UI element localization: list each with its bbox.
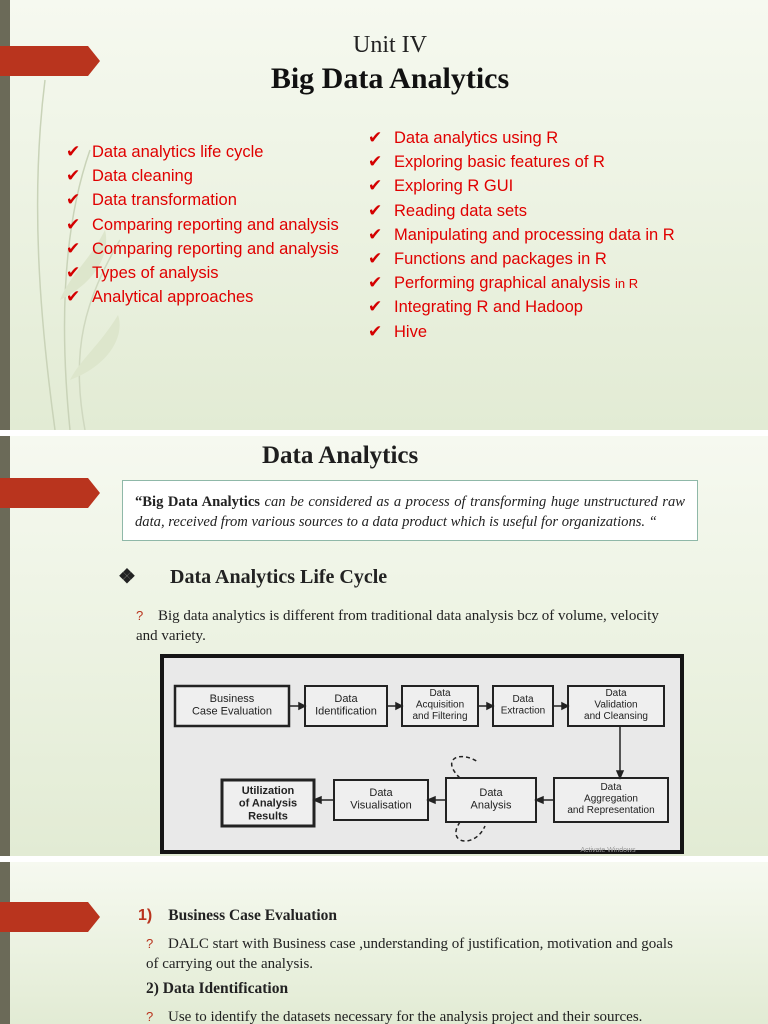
svg-text:DataAggregationand Representat: Data Aggregation and Representation — [567, 782, 655, 816]
step-2-paragraph: ? Use to identify the datasets necessary for the analysis project and their sources. — [146, 1007, 706, 1024]
svg-text:Activate Windows: Activate Windows — [580, 847, 636, 854]
slide-sidebar — [0, 862, 10, 1024]
topic-item: ✔ Data analytics life cycle — [66, 140, 339, 164]
check-icon: ✔ — [66, 214, 81, 234]
svg-text:DataExtraction: Data Extraction — [500, 694, 546, 717]
topic-item: ✔ Data transformation — [66, 188, 339, 212]
diamond-bullet-icon: ❖ — [118, 566, 136, 588]
topic-item: ✔ Integrating R and Hadoop — [368, 295, 675, 319]
svg-text:DataAnalysis: Data Analysis — [470, 787, 512, 812]
svg-text:DataValidationand Cleansing: Data Validation and Cleansing — [584, 688, 648, 722]
topic-item: ✔ Types of analysis — [66, 261, 339, 285]
page-title: Big Data Analytics — [270, 62, 510, 95]
check-icon: ✔ — [368, 152, 383, 172]
topic-item: ✔ Performing graphical analysis in R — [368, 271, 675, 295]
svg-text:BusinessCase Evaluation: Business Case Evaluation — [191, 693, 273, 718]
svg-text:DataIdentification: Data Identification — [315, 693, 377, 718]
topic-item: ✔ Exploring basic features of R — [368, 150, 675, 174]
check-icon: ✔ — [66, 142, 81, 161]
topic-item: ✔ Analytical approaches — [66, 285, 339, 309]
definition-quote: “Big Data Analytics can be considered as a process of transforming huge unstructured raw data, received from various sources to a data product which is useful for organizations. “ — [122, 480, 698, 541]
step-2-heading: 2) Data Identification — [146, 980, 289, 997]
slide-3 — [0, 862, 768, 1024]
check-icon: ✔ — [66, 287, 81, 307]
topic-item: ✔ Reading data sets — [368, 199, 675, 223]
check-icon: ✔ — [66, 238, 81, 258]
lifecycle-paragraph: ? Big data analytics is different from traditional data analysis bcz of volume, velocity and variety. — [136, 608, 659, 644]
topic-item: ✔ Hive — [368, 320, 675, 344]
check-icon: ✔ — [66, 190, 81, 210]
unit-label: Unit IV — [353, 32, 427, 58]
topic-item: ✔ Exploring R GUI — [368, 174, 675, 198]
bullet-icon: ? — [146, 936, 154, 951]
check-icon: ✔ — [368, 321, 383, 341]
check-icon: ✔ — [368, 200, 383, 220]
lifecycle-diagram — [160, 654, 684, 854]
check-icon: ✔ — [368, 273, 383, 293]
bullet-icon: ? — [146, 1009, 154, 1024]
svg-text:Utilizationof AnalysisResults: Utilization of Analysis Results — [238, 785, 298, 823]
check-icon: ✔ — [368, 297, 383, 317]
slide-tab-marker — [0, 902, 100, 932]
check-icon: ✔ — [368, 249, 383, 269]
topic-list-left — [66, 140, 339, 309]
lifecycle-diagram-svg — [160, 654, 684, 854]
topic-item: ✔ Comparing reporting and analysis — [66, 213, 339, 237]
svg-text:DataVisualisation: Data Visualisation — [350, 787, 412, 812]
topic-item: ✔ Data analytics using R — [368, 126, 675, 150]
slide-1 — [0, 0, 768, 430]
topic-item: ✔ Functions and packages in R — [368, 247, 675, 271]
check-icon: ✔ — [66, 263, 81, 283]
topic-item: ✔ Comparing reporting and analysis — [66, 237, 339, 261]
lifecycle-heading: ❖ Data Analytics Life Cycle — [118, 566, 388, 588]
slide-2 — [0, 436, 768, 856]
topic-list-right — [368, 126, 675, 344]
topic-item: ✔ Manipulating and processing data in R — [368, 223, 675, 247]
section-title: Data Analytics — [262, 442, 419, 469]
bullet-icon: ? — [136, 608, 144, 623]
topic-item: ✔ Data cleaning — [66, 164, 339, 188]
check-icon: ✔ — [368, 128, 383, 147]
step-1-paragraph: ? DALC start with Business case ,understanding of justification, motivation and goals of carrying out the analysis. — [146, 936, 673, 972]
svg-text:DataAcquisitionand Filtering: Data Acquisition and Filtering — [412, 688, 468, 722]
check-icon: ✔ — [368, 224, 383, 244]
step-1-heading: 1) Business Case Evaluation — [138, 907, 338, 924]
check-icon: ✔ — [368, 176, 383, 196]
slide-tab-marker — [0, 478, 100, 508]
check-icon: ✔ — [66, 166, 81, 186]
